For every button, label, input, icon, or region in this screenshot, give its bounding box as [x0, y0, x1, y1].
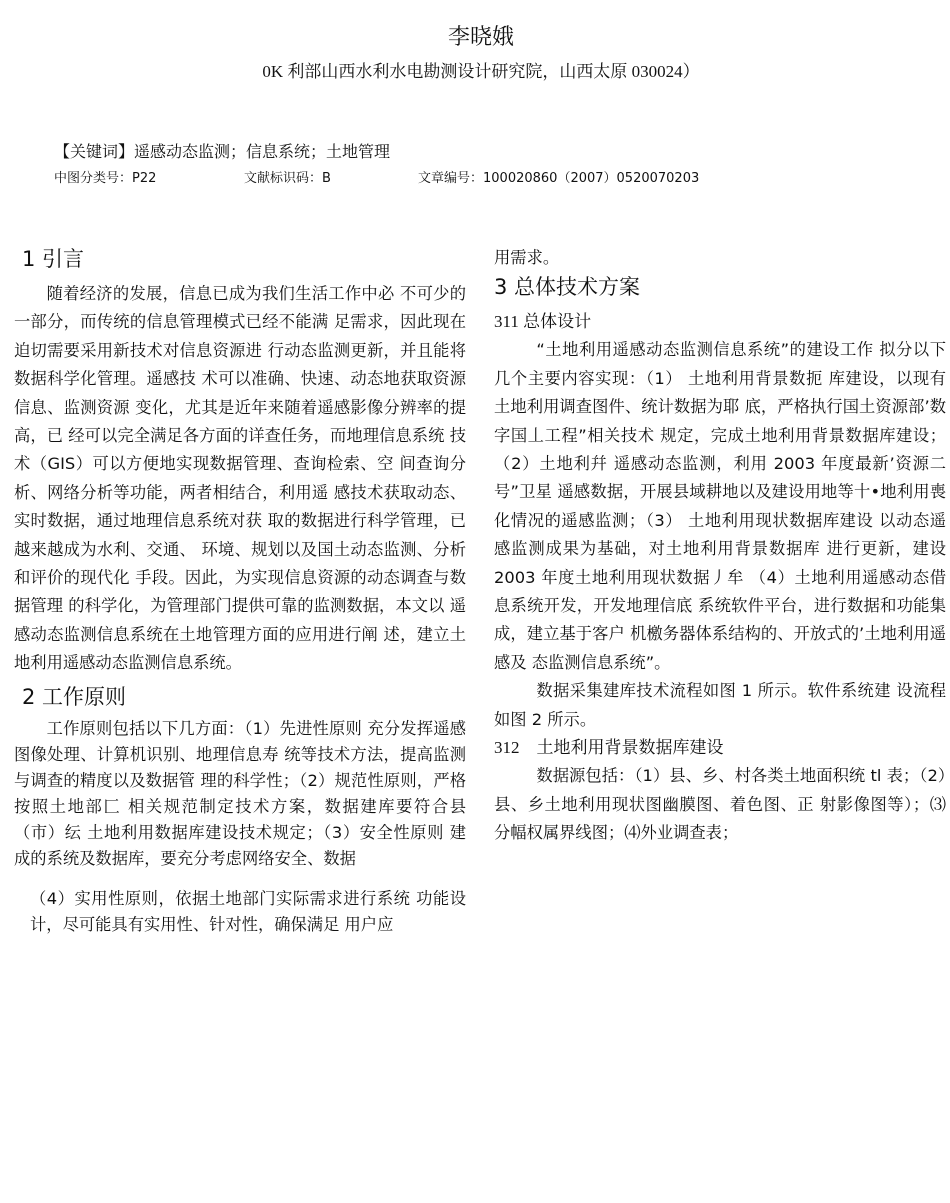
section-heading-technical-plan: 3 总体技术方案 — [494, 275, 641, 300]
document-code: 文献标识码：B — [244, 171, 331, 186]
data-source-paragraph: 数据源包括：（1）县、乡、村各类土地面积统 tl 表；（2）县、乡土地利用现状图幽膜图、着色图、正 射影像图等）；⑶分幅权属界线图；⑷外业调查表； — [494, 766, 946, 842]
subsection-heading-overall-design: 311 总体设计 — [494, 312, 592, 332]
continued-text: 用需求。 — [494, 248, 560, 267]
subsection-heading-background-database: 312 土地利用背景数据库建设 — [494, 738, 724, 758]
workflow-paragraph: 数据采集建库技术流程如图 1 所示。软件系统建 设流程如图 2 所示。 — [494, 681, 946, 729]
overall-design-paragraph: “土地利用遥感动态监测信息系统”的建设工作 拟分以下几个主要内容实现：（1） 土地利用背景数扼 库建设，以现有土地利用调查图件、统计数据为耶 底，严格执行国土资源部’数字国丄工程”相关技术 规定，完成土地利用背景数据库建设；（2）土地利幷 遥感动态监测，利用 2003 年度最新’资源二号”卫星 遥感数据，开展县域耕地以及建设用地等十•地利用喪 化情况的遥感监测；（3） 土地利用现状数据库建设 以动态遥感监测成果为基础，对土地利用背景数据库 进行更新，建设 2003 年度土地利用现状数据丿牟 （4）土地利用遥感动态借息系统开发，开发地理信底 系统软件平台，进行数据和功能集成，建立基于客户 机檄务器体系结构的、开放式的’土地利用遥感及 态监测信息系统”。 — [494, 340, 946, 672]
section-heading-introduction: 1 引言 — [22, 247, 85, 271]
article-number: 文章编号：100020860（2007）0520070203 — [418, 171, 700, 186]
author-affiliation: 0K 利部山西水利水电勘测设计研究院，山西太原 030024） — [262, 62, 700, 81]
keywords-line: 【关键词】遥感动态监测；信息系统；土地管理 — [54, 142, 391, 161]
principles-paragraph-continued: （4）实用性原则，依据土地部门实际需求进行系统 功能设计，尽可能具有实用性、针对性，确保满足 用户应 — [30, 888, 466, 934]
introduction-paragraph: 随着经济的发展，信息已成为我们生活工作中必 不可少的一部分，而传统的信息管理模式已经不能满 足需求，因此现在迫切需要采用新技术对信息资源进 行动态监测更新，并且能将数据科学化管理。遥感技 术可以准确、快速、动态地获取资源信息、监测资源 变化，尤其是近年来随着遥感影像分辨率的提高，已 经可以完全满足各方面的详查任务，而地理信息系统 技术（GIS）可以方便地实现数据管理、查询检索、空 间查询分析、网络分析等功能，两者相结合，利用遥 感技术获取动态、实时数据，通过地理信息系统对获 取的数据进行科学管理，已越来越成为水利、交通、 环境、规划以及国土动态监测、分析和评价的现代化 手段。因此，为实现信息资源的动态调查与数据管理 的科学化，为管理部门提供可靠的监测数据，本文以 遥感动态监测信息系统在土地管理方面的应用进行阐 述，建立土地利用遥感动态监测信息系统。 — [14, 284, 466, 673]
classification-number: 中图分类号：P22 — [54, 171, 157, 186]
section-heading-principles: 2 工作原则 — [22, 684, 127, 709]
author-name: 李晓娥 — [447, 25, 514, 50]
left-column — [14, 244, 466, 938]
right-column — [494, 244, 946, 847]
principles-paragraph: 工作原则包括以下几方面：（1）先进性原则 充分发挥遥感图像处理、计算机识别、地理信息寿 统等技术方法，提高监测与调查的精度以及数据管 理的科学性；（2）规范性原则，严格按照土地部匚 相关规范制定技术方案，数据建库要符合县（市）纭 土地利用数据库建设技术规定；（3）安全性原则 建成的系统及数据库，要充分考虑网络安全、数据 — [14, 718, 466, 868]
